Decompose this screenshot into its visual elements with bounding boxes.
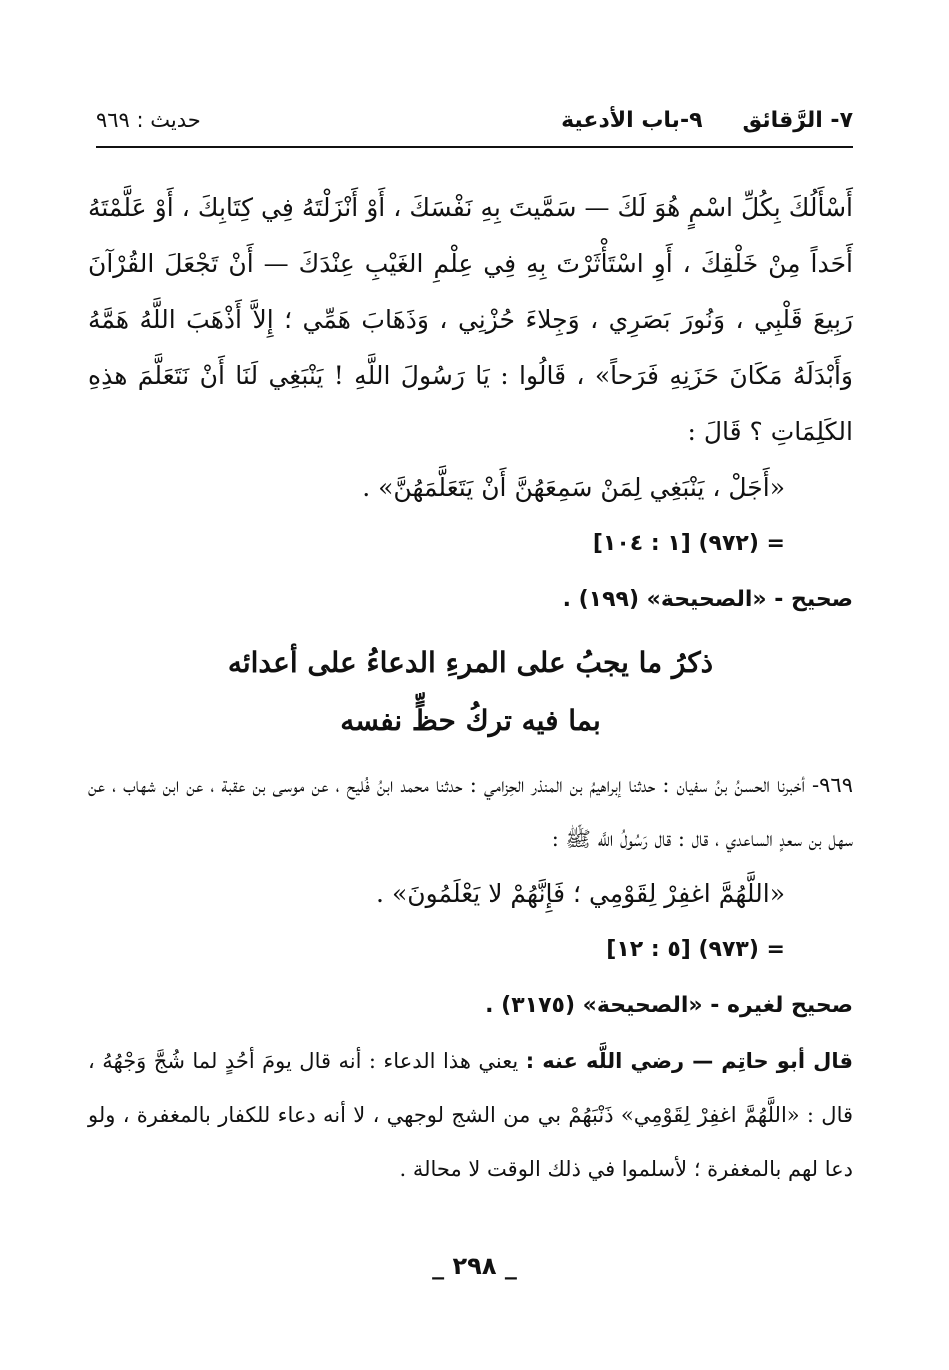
prophet-quote: «أَجَلْ ، يَنْبَغِي لِمَنْ سَمِعَهُنَّ أَنْ يَتَعَلَّمَهُنَّ» . (362, 473, 785, 502)
chapter-title: ٩-باب الأدعية (561, 108, 703, 133)
header-rule (96, 146, 853, 148)
book-title: ٧- الرَّقائق (742, 108, 853, 133)
commentary-paragraph (88, 1034, 853, 1196)
hadith-number-header: حديث : ٩٦٩ (96, 108, 201, 132)
section-heading-line1: ذكرُ ما يجبُ على المرءِ الدعاءُ على أعدائه (227, 646, 714, 679)
hadith-grade: صحيح - «الصحيحة» (١٩٩) . (562, 587, 853, 612)
hadith-cross-reference: = (٩٧٣) [٥ : ١٢] (606, 937, 785, 962)
commentary-lead: قال أبو حاتِم — رضي اللَّه عنه : (525, 1049, 854, 1073)
hadith-continuation-text: أَسْأَلُكَ بِكُلِّ اسْمٍ هُوَ لَكَ — سَمَّيتَ بِهِ نَفْسَكَ ، أَوْ أَنْزَلْتَهُ فِي كِتَابِكَ ، أَوْ عَلَّمْتَهُ أَحَداً مِنْ خَلْقِكَ ، أَوِ اسْتَأْثَرْتَ بِهِ فِي عِلْمِ الغَيْبِ عِنْدَكَ — أَنْ تَجْعَلَ القُرْآنَ رَبِيعَ قَلْبِي ، وَنُورَ بَصَرِي ، وَجِلاءَ حُزْنِي ، وَذَهَابَ هَمِّي ؛ إِلاَّ أَذْهَبَ اللَّهُ هَمَّهُ وَأَبْدَلَهُ مَكَانَ حَزَنِهِ فَرَحاً» ، قَالُوا : يَا رَسُولَ اللَّهِ ! يَنْبَغِي لَنَا أَنْ نَتَعَلَّمَ هذِهِ الكَلِمَاتِ ؟ قَالَ : (88, 193, 853, 446)
page-content (88, 180, 853, 1196)
commentary-text: يعني هذا الدعاء : أنه قال يومَ أحُدٍ لما شُجَّ وَجْهُهُ ، قال : «اللَّهُمَّ اغفِرْ لِقَوْمِي» ذَنْبَهُمْ بي من الشج لوجهي ، لا أنه دعاء للكفار بالمغفرة ، ولو دعا لهم بالمغفرة ؛ لأسلموا في ذلك الوقت لا محالة . (88, 1049, 853, 1181)
page-number: _ ٢٩٨ _ (432, 1252, 517, 1280)
header-titles (561, 108, 853, 133)
hadith-isnad-text: ٩٦٩- أخبرنا الحسنُ بنُ سفيان : حدثنا إبراهيمُ بن المنذر الحِزامي : حدثنا محمد ابنُ فُليح ، عن موسى بن عقبة ، عن ابن شهاب ، عن سهل بن سعدٍ الساعدي ، قال : قال رَسُولُ اللَّه ﷺ : (88, 773, 853, 851)
hadith-matn-quote: «اللَّهُمَّ اغفِرْ لِقَوْمِي ؛ فَإِنَّهُمْ لا يَعْلَمُونَ» . (376, 879, 785, 908)
running-header (96, 108, 853, 142)
hadith-grade-2: صحيح لغيره - «الصحيحة» (٣١٧٥) . (485, 993, 853, 1018)
cross-reference: = (٩٧٢) [١ : ١٠٤] (592, 531, 785, 556)
section-heading-line2: بما فيه تركُ حظٍّ نفسه (340, 704, 601, 737)
